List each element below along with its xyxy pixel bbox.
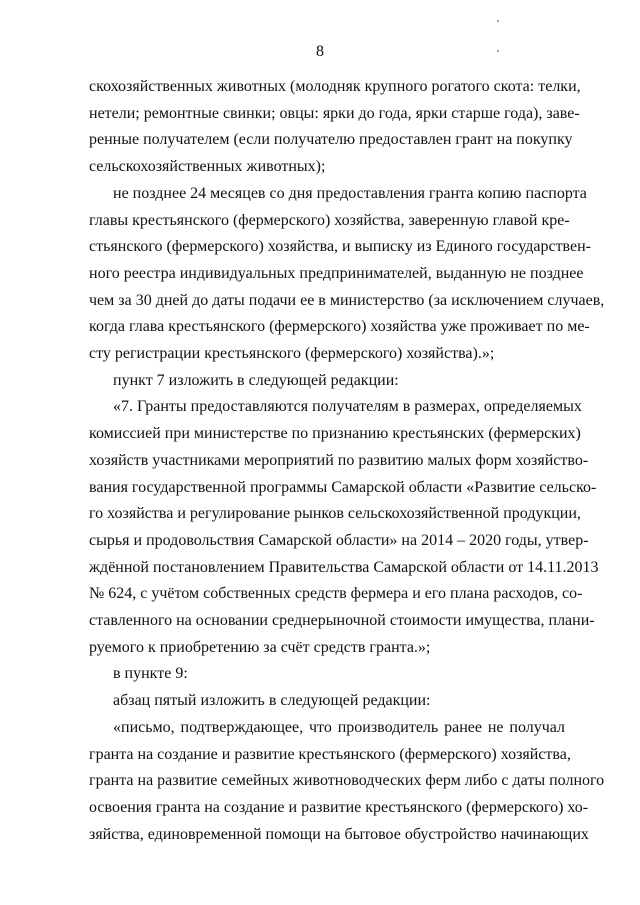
text-line: сырья и продовольствия Самарской области» на 2014 – 2020 годы, утвер- [89,531,589,549]
text-line: го хозяйства и регулирование рынков сельскохозяйственной продукции, [89,505,581,523]
text-line: гранта на создание и развитие крестьянского (фермерского) хозяйства, [89,745,571,763]
text-line: ного реестра индивидуальных предпринимателей, выданную не позднее [89,264,584,282]
text-line: сельскохозяйственных животных); [89,158,326,176]
document-body [89,74,605,848]
text-line: ждённой постановлением Правительства Самарской области от 14.11.2013 [89,558,599,576]
text-line: хозяйств участниками мероприятий по развитию малых форм хозяйство- [89,451,589,469]
text-line: ренные получателем (если получателю предоставлен грант на покупку [89,131,573,149]
text-line: стьянского (фермерского) хозяйства, и выписку из Единого государствен- [89,238,592,256]
paragraph [89,661,565,688]
text-line: пункт 7 изложить в следующей редакции: [113,371,399,389]
text-line: в пункте 9: [113,665,188,683]
text-line: не позднее 24 месяцев со дня предоставления гранта копию паспорта [113,184,587,202]
text-line: скохозяйственных животных (молодняк крупного рогатого скота: телки, [89,78,581,95]
text-line: зяйства, единовременной помощи на бытовое обустройство начинающих [89,825,589,843]
paragraph [89,368,565,395]
text-line: вания государственной программы Самарской области «Развитие сельско- [89,478,597,496]
text-line: абзац пятый изложить в следующей редакции: [113,692,431,710]
paragraph [89,715,605,849]
text-line: сту регистрации крестьянского (фермерского) хозяйства).»; [89,345,495,363]
text-line: № 624, с учётом собственных средств фермера и его плана расходов, со- [89,585,583,603]
text-line: нетели; ремонтные свинки; овцы: ярки до года, ярки старше года), заве- [89,104,580,122]
text-line: гранта на развитие семейных животноводческих ферм либо с даты полного [89,772,605,790]
paragraph [89,181,605,368]
page-number: 8 [316,43,324,60]
text-line: «письмо, подтверждающее, что производитель ранее не получал [113,718,565,736]
text-line: главы крестьянского (фермерского) хозяйства, заверенную главой кре- [89,211,570,229]
text-line: чем за 30 дней до даты подачи ее в министерство (за исключением случаев, [89,291,605,309]
text-line: освоения гранта на создание и развитие крестьянского (фермерского) хо- [89,798,589,816]
scan-speck [497,20,499,22]
text-line: ставленного на основании среднерыночной стоимости имущества, плани- [89,612,595,630]
text-line: комиссией при министерстве по признанию крестьянских (фермерских) [89,425,581,443]
text-line: руемого к приобретению за счёт средств гранта.»; [89,638,431,656]
text-line: «7. Гранты предоставляются получателям в размерах, определяемых [113,398,582,416]
paragraph [89,74,581,181]
text-line: когда глава крестьянского (фермерского) хозяйства уже проживает по ме- [89,318,590,336]
scan-speck [497,50,499,52]
paragraph [89,688,565,715]
paragraph [89,394,599,661]
